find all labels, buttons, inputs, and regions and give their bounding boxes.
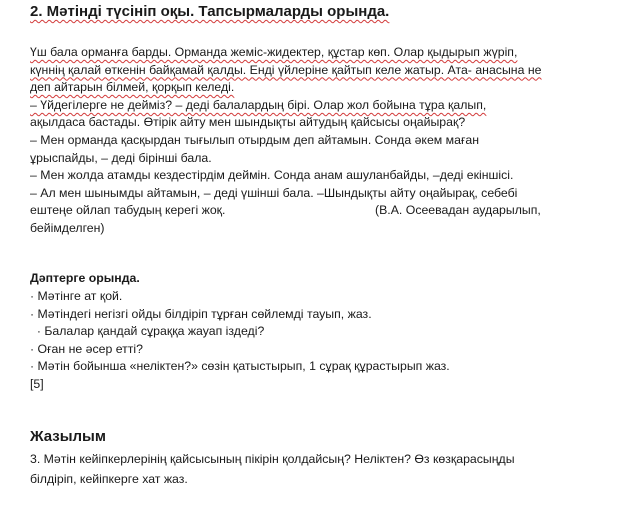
task-item: · Мәтіндегі негізгі ойды білдіріп тұрған сөйлемді тауып, жаз. xyxy=(30,306,372,321)
section-title: Жазылым xyxy=(30,428,106,445)
story-line-with-citation xyxy=(30,202,541,220)
story-line: деп айтарын білмей, қорқып келеді. xyxy=(30,80,235,95)
page-title: 2. Мәтінді түсініп оқы. Тапсырмаларды орында. xyxy=(30,3,390,20)
writing-line: 3. Мәтін кейіпкерлерінің қайсысының пікірін қолдайсың? Неліктен? Өз көзқарасыңды xyxy=(30,452,515,466)
story-line: ұрыспайды, – деді бірінші бала. xyxy=(30,150,212,165)
story-line: – Үйдегілерге не дейміз? – деді балалардың бірі. Олар жол бойына тұра қалып, xyxy=(30,97,487,112)
story-line: ештеңе ойлап табудың керегі жоқ. xyxy=(30,203,226,218)
citation-source: (В.А. Осеевадан аударылып, xyxy=(375,203,541,218)
story-line: – Ал мен шынымды айтамын, – деді үшінші бала. –Шындықты айту оңайырақ, себебі xyxy=(30,185,518,200)
task-item: · Балалар қандай сұраққа жауап іздеді? xyxy=(30,324,265,339)
writing-line: білдіріп, кейіпкерге хат жаз. xyxy=(30,472,188,486)
story-line: Үш бала орманға барды. Орманда жеміс-жидектер, құстар көп. Олар қыдырып жүріп, xyxy=(30,45,518,59)
task-item: · Мәтін бойынша «неліктен?» сөзін қатыстырып, 1 сұрақ құрастырып жаз. xyxy=(30,359,450,374)
citation-note: бейімделген) xyxy=(30,220,105,235)
task-list xyxy=(30,288,450,394)
task-item: · Мәтінге ат қой. xyxy=(30,289,123,303)
score-marker: [5] xyxy=(30,376,44,391)
story-line: – Мен жолда атамды кездестірдім деймін. Сонда анам ашуланбайды, –деді екіншісі. xyxy=(30,168,514,183)
story-line: күннің қалай өткенін байқамай қалды. Енді үйлеріне қайтып келе жатыр. Ата- анасына не xyxy=(30,62,542,77)
writing-task xyxy=(30,449,515,489)
task-item: · Оған не әсер етті? xyxy=(30,341,144,356)
story-line: – Мен орманда қасқырдан тығылып отырдым деп айтамын. Сонда әкем маған xyxy=(30,132,480,147)
story-line: ақылдаса бастады. Өтірік айту мен шындықты айтудың қайсысы оңайырақ? xyxy=(30,115,466,130)
story-text xyxy=(30,44,541,238)
notebook-task-label: Дәптерге орында. xyxy=(30,271,140,285)
